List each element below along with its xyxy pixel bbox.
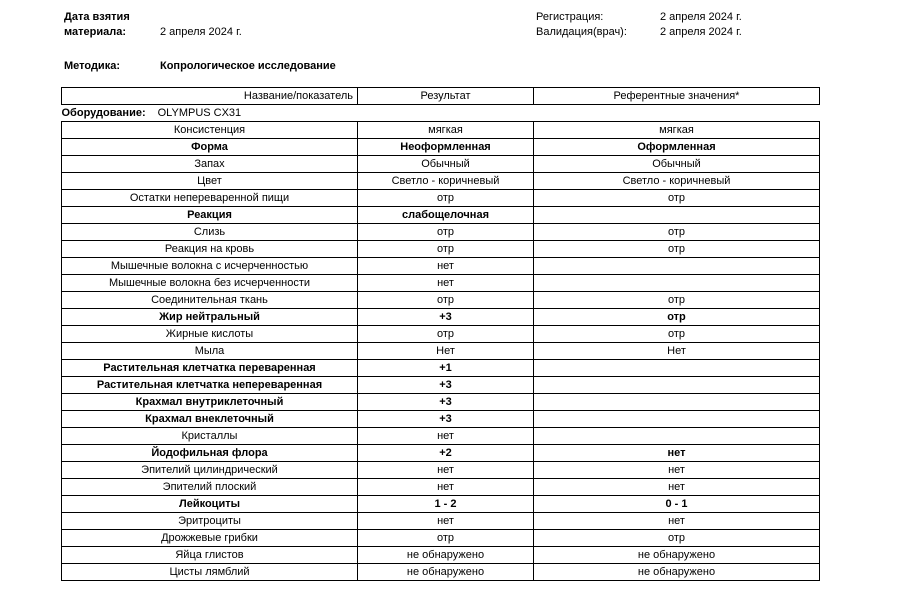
table-row [62,292,820,309]
result-cell: +3 [358,394,534,411]
indicator-name-cell: Запах [62,156,358,173]
result-cell: нет [358,275,534,292]
sample-date-value: 2 апреля 2024 г. [160,26,242,38]
reference-cell [534,258,820,275]
table-row [62,513,820,530]
registration-label: Регистрация: [536,11,604,23]
reference-cell [534,428,820,445]
sample-date-label-line1: Дата взятия [64,11,130,23]
reference-cell: нет [534,462,820,479]
result-cell: отр [358,241,534,258]
table-row [62,139,820,156]
table-row [62,462,820,479]
indicator-name-cell: Эпителий плоский [62,479,358,496]
result-cell: нет [358,428,534,445]
indicator-name-cell: Мышечные волокна без исчерченности [62,275,358,292]
table-row [62,479,820,496]
result-cell: не обнаружено [358,547,534,564]
sample-date-label-line2: материала: [64,26,126,38]
result-cell: +2 [358,445,534,462]
result-cell: отр [358,292,534,309]
result-cell: +1 [358,360,534,377]
table-row [62,445,820,462]
indicator-name-cell: Жирные кислоты [62,326,358,343]
table-row [62,530,820,547]
result-cell: отр [358,190,534,207]
indicator-name-cell: Цисты лямблий [62,564,358,581]
equipment-value: OLYMPUS CX31 [157,107,242,119]
result-cell: нет [358,258,534,275]
reference-cell: отр [534,530,820,547]
indicator-name-cell: Эритроциты [62,513,358,530]
indicator-name-cell: Растительная клетчатка непереваренная [62,377,358,394]
indicator-name-cell: Форма [62,139,358,156]
method-label: Методика: [64,60,120,72]
table-row [62,190,820,207]
indicator-name-cell: Мыла [62,343,358,360]
table-row [62,564,820,581]
result-cell: отр [358,530,534,547]
result-cell: +3 [358,411,534,428]
table-row [62,394,820,411]
table-row [62,309,820,326]
indicator-name-cell: Дрожжевые грибки [62,530,358,547]
reference-cell: Оформленная [534,139,820,156]
table-row [62,428,820,445]
results-table-body [62,88,820,581]
reference-cell: отр [534,309,820,326]
result-cell: нет [358,479,534,496]
result-cell: Светло - коричневый [358,173,534,190]
table-row [62,173,820,190]
validation-label: Валидация(врач): [536,26,627,38]
column-header-reference: Референтные значения* [534,88,820,105]
result-cell: не обнаружено [358,564,534,581]
table-row [62,326,820,343]
indicator-name-cell: Соединительная ткань [62,292,358,309]
indicator-name-cell: Мышечные волокна с исчерченностью [62,258,358,275]
result-cell: нет [358,462,534,479]
indicator-name-cell: Лейкоциты [62,496,358,513]
reference-cell: Светло - коричневый [534,173,820,190]
indicator-name-cell: Реакция [62,207,358,224]
indicator-name-cell: Реакция на кровь [62,241,358,258]
registration-value: 2 апреля 2024 г. [660,11,742,23]
results-table [61,87,820,581]
reference-cell [534,207,820,224]
reference-cell [534,394,820,411]
result-cell: Неоформленная [358,139,534,156]
reference-cell: Обычный [534,156,820,173]
equipment-label: Оборудование: [61,107,146,119]
method-value: Копрологическое исследование [160,60,336,72]
table-row [62,547,820,564]
table-row [62,275,820,292]
reference-cell: нет [534,445,820,462]
result-cell: нет [358,513,534,530]
reference-cell [534,411,820,428]
reference-cell: не обнаружено [534,564,820,581]
result-cell: отр [358,224,534,241]
reference-cell: нет [534,479,820,496]
result-cell: +3 [358,377,534,394]
table-row [62,156,820,173]
indicator-name-cell: Остатки непереваренной пищи [62,190,358,207]
reference-cell: отр [534,292,820,309]
result-cell: отр [358,326,534,343]
column-header-result: Результат [358,88,534,105]
result-cell: слабощелочная [358,207,534,224]
column-header-name: Название/показатель [62,88,358,105]
reference-cell: 0 - 1 [534,496,820,513]
reference-cell: отр [534,190,820,207]
reference-cell: мягкая [534,122,820,139]
indicator-name-cell: Растительная клетчатка переваренная [62,360,358,377]
indicator-name-cell: Эпителий цилиндрический [62,462,358,479]
result-cell: Нет [358,343,534,360]
table-row [62,411,820,428]
indicator-name-cell: Жир нейтральный [62,309,358,326]
table-row [62,496,820,513]
reference-cell: отр [534,224,820,241]
result-cell: +3 [358,309,534,326]
reference-cell [534,360,820,377]
indicator-name-cell: Крахмал внутриклеточный [62,394,358,411]
equipment-row [62,105,820,122]
result-cell: Обычный [358,156,534,173]
table-row [62,207,820,224]
indicator-name-cell: Крахмал внеклеточный [62,411,358,428]
indicator-name-cell: Консистенция [62,122,358,139]
table-header-row [62,88,820,105]
indicator-name-cell: Цвет [62,173,358,190]
result-cell: мягкая [358,122,534,139]
indicator-name-cell: Яйца глистов [62,547,358,564]
table-row [62,360,820,377]
reference-cell: отр [534,326,820,343]
indicator-name-cell: Кристаллы [62,428,358,445]
indicator-name-cell: Слизь [62,224,358,241]
table-row [62,241,820,258]
indicator-name-cell: Йодофильная флора [62,445,358,462]
reference-cell: нет [534,513,820,530]
equipment-cell [62,105,820,122]
table-row [62,122,820,139]
table-row [62,224,820,241]
reference-cell [534,275,820,292]
table-row [62,377,820,394]
reference-cell: не обнаружено [534,547,820,564]
table-row [62,343,820,360]
reference-cell [534,377,820,394]
validation-value: 2 апреля 2024 г. [660,26,742,38]
table-row [62,258,820,275]
reference-cell: Нет [534,343,820,360]
reference-cell: отр [534,241,820,258]
result-cell: 1 - 2 [358,496,534,513]
